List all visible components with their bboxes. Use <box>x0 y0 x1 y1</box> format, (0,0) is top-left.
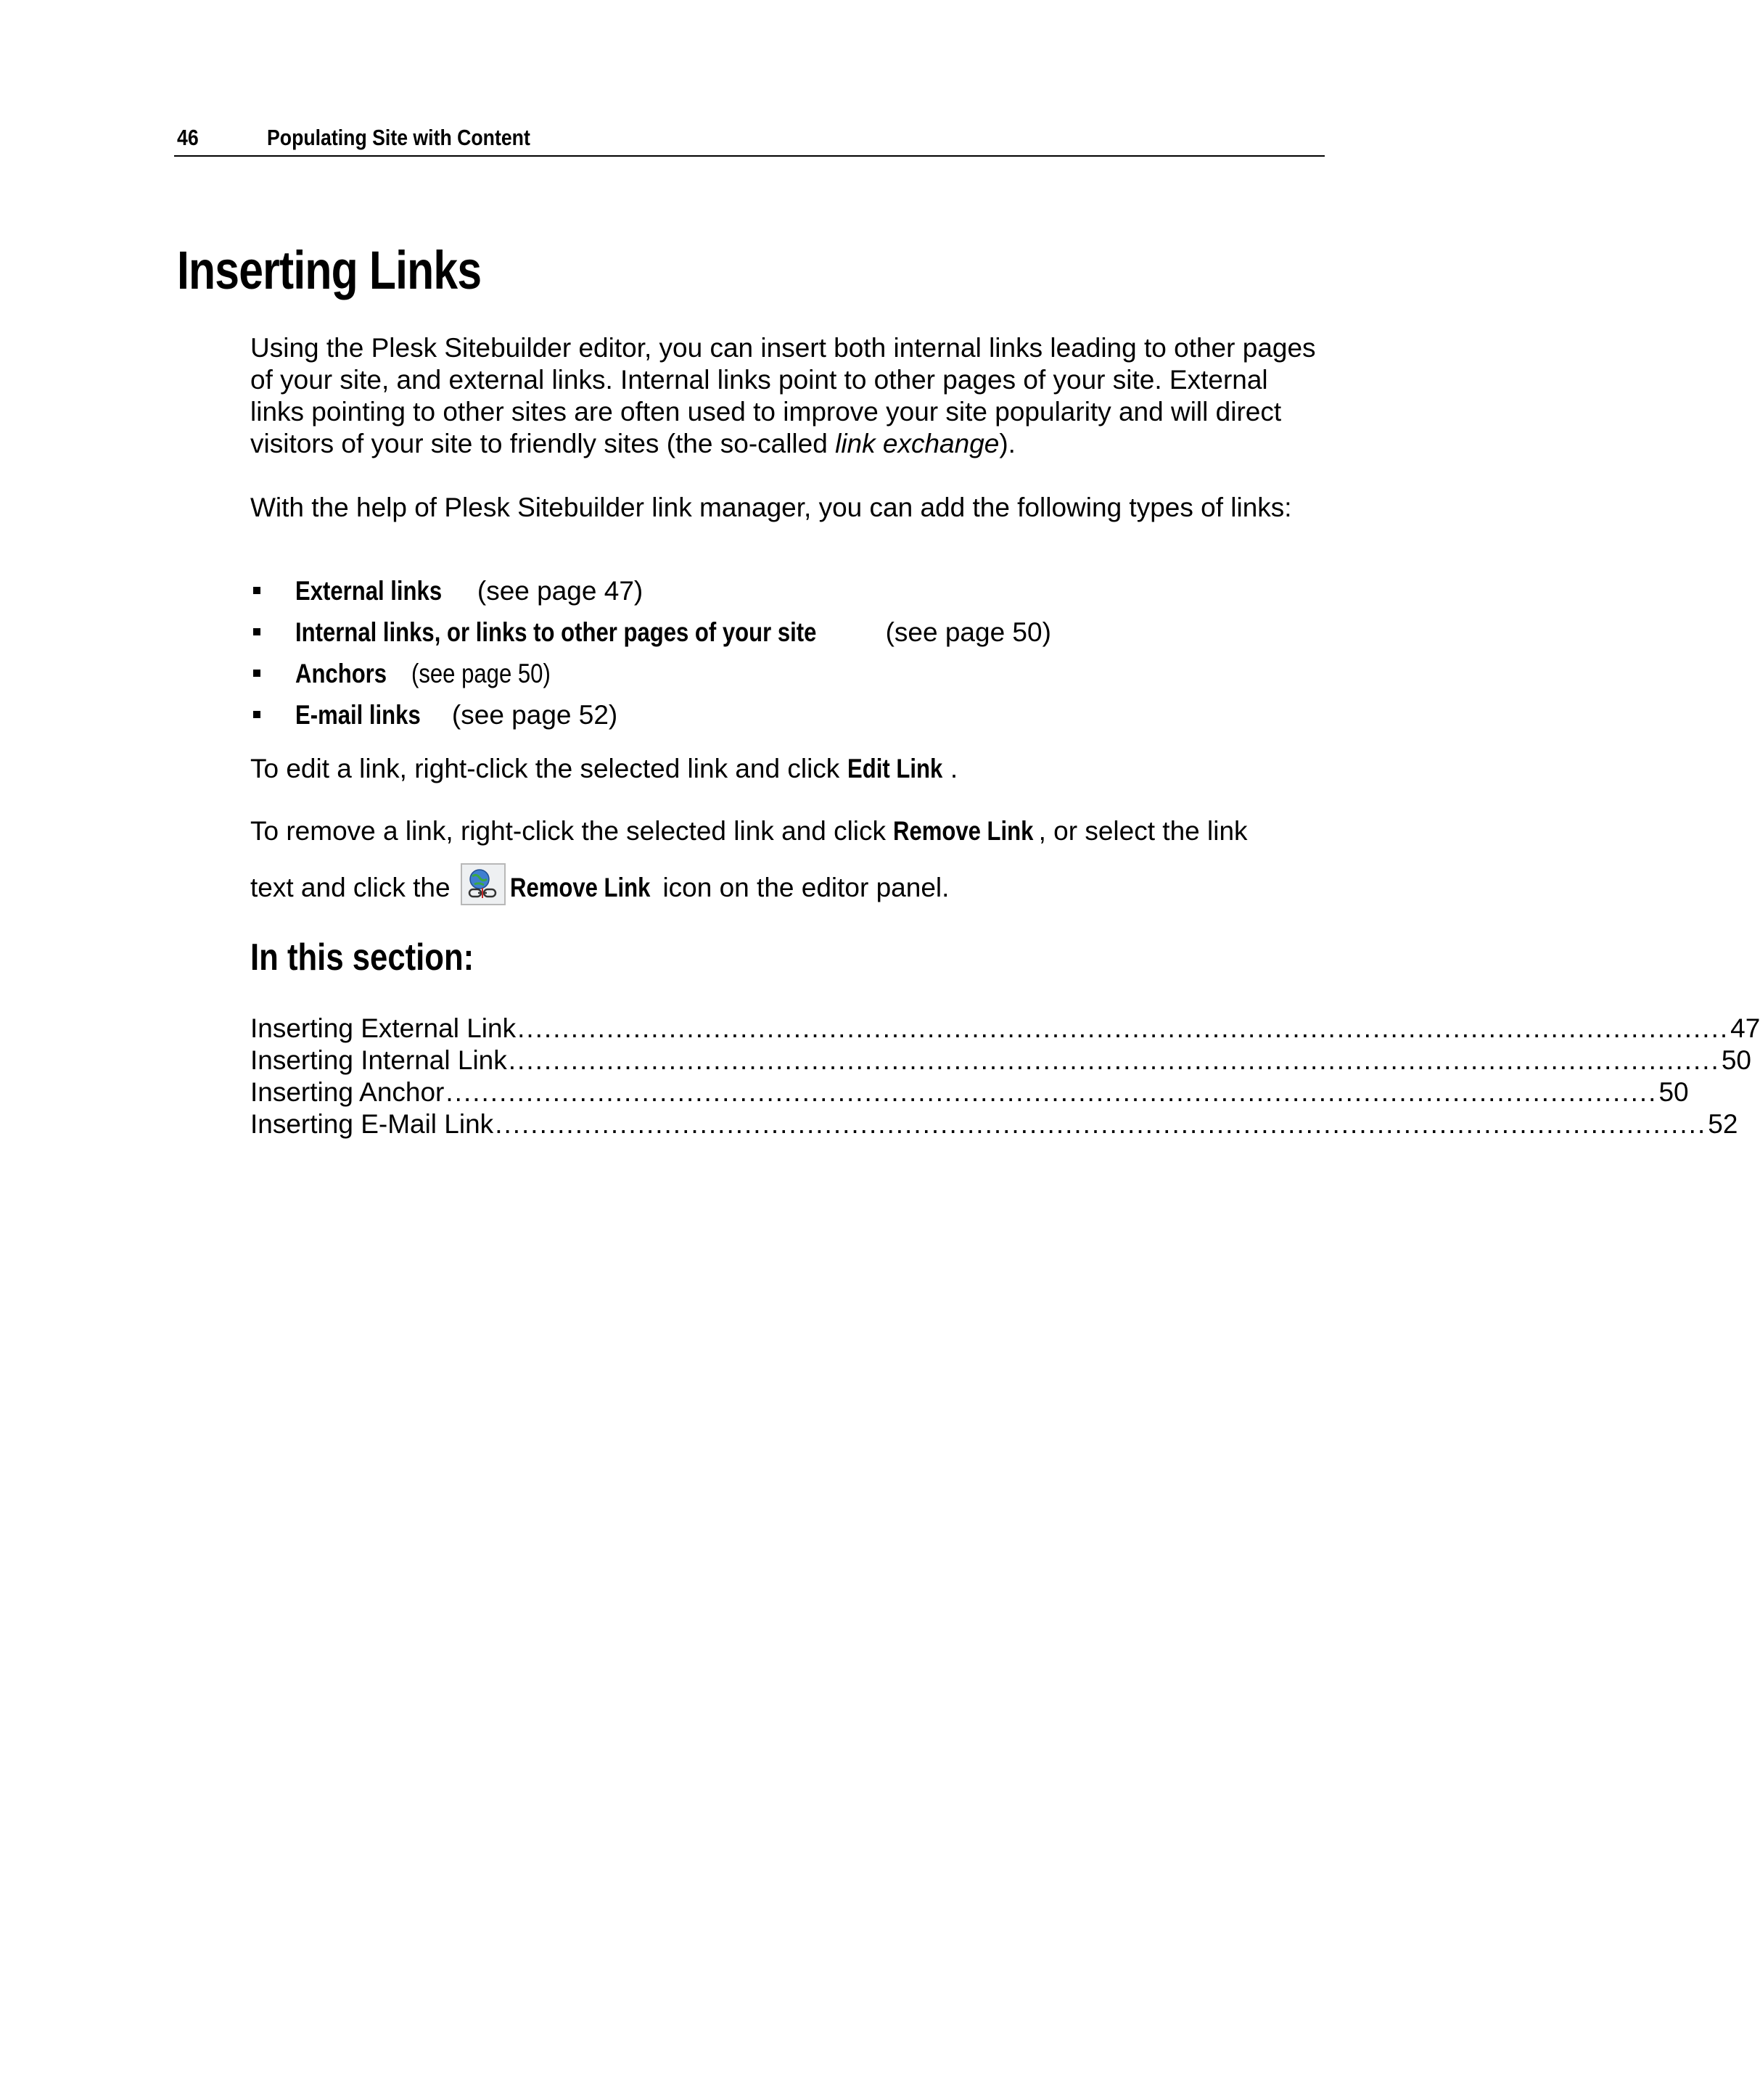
page-header <box>174 125 1325 157</box>
link-type-label[interactable]: External links <box>295 576 443 606</box>
toc-entry-text[interactable]: Inserting E-Mail Link <box>250 1109 494 1139</box>
toc-row[interactable] <box>250 1013 1760 1045</box>
list-item <box>250 699 1317 740</box>
remove-link-paragraph: To remove a link, right-click the selected link and click Remove Link , or select the link text and click the Remove Link icon on the editor panel. <box>250 815 1317 905</box>
remove-link-icon <box>461 863 506 905</box>
toc-leader: ........................................................................................................................................ <box>517 1013 1730 1043</box>
page-reference: (see page 50) <box>885 617 1051 647</box>
link-types-list <box>250 575 1317 740</box>
section-heading: In this section: <box>250 936 474 979</box>
remove-link-term: Remove Link <box>509 873 651 902</box>
bullet-icon <box>253 587 260 594</box>
page-number: 46 <box>177 125 199 150</box>
link-type-label[interactable]: Anchors <box>295 659 387 688</box>
bullet-icon <box>253 670 260 677</box>
toc-entry-text[interactable]: Inserting Internal Link <box>250 1045 507 1075</box>
types-intro-paragraph: With the help of Plesk Sitebuilder link manager, you can add the following types of links: <box>250 493 1292 522</box>
toc-row[interactable] <box>250 1045 1751 1076</box>
toc-page-number: 50 <box>1721 1045 1751 1075</box>
link-type-label[interactable]: Internal links, or links to other pages of your site <box>295 617 817 647</box>
toc-row[interactable] <box>250 1076 1689 1108</box>
page-reference: (see page 47) <box>477 576 643 606</box>
toc-leader: ........................................................................................................................................ <box>495 1109 1707 1139</box>
page-reference: (see page 50) <box>411 659 551 688</box>
toc-page-number: 52 <box>1708 1109 1738 1139</box>
intro-paragraph: Using the Plesk Sitebuilder editor, you can insert both internal links leading to other pages of your site, and external links. Internal links point to other pages of your site. External links pointing to other sites are often used to improve your site popularity and will direct visitors of your site to friendly sites (the so-called link exchange). <box>250 333 1316 458</box>
bullet-icon <box>253 628 260 635</box>
toc-row[interactable] <box>250 1108 1738 1140</box>
toc-leader: ........................................................................................................................................ <box>508 1045 1720 1075</box>
toc-leader: ........................................................................................................................................ <box>445 1077 1658 1107</box>
toc-page-number: 50 <box>1658 1077 1689 1107</box>
running-title: Populating Site with Content <box>267 125 530 150</box>
list-item <box>250 616 1317 657</box>
bullet-icon <box>253 711 260 718</box>
toc-entry-text[interactable]: Inserting Anchor <box>250 1077 445 1107</box>
remove-link-term: Remove Link <box>893 816 1034 846</box>
link-type-label[interactable]: E-mail links <box>295 700 421 730</box>
edit-link-paragraph: To edit a link, right-click the selected link and click Edit Link . <box>250 754 958 783</box>
page-reference: (see page 52) <box>451 700 618 730</box>
edit-link-term: Edit Link <box>847 754 942 783</box>
toc-entry-text[interactable]: Inserting External Link <box>250 1013 517 1043</box>
list-item <box>250 657 1317 699</box>
list-item <box>250 575 1317 616</box>
link-exchange-term: link exchange <box>835 429 1000 458</box>
page-title: Inserting Links <box>177 240 482 300</box>
toc-page-number: 47 <box>1730 1013 1760 1043</box>
section-toc <box>250 1013 1760 1140</box>
